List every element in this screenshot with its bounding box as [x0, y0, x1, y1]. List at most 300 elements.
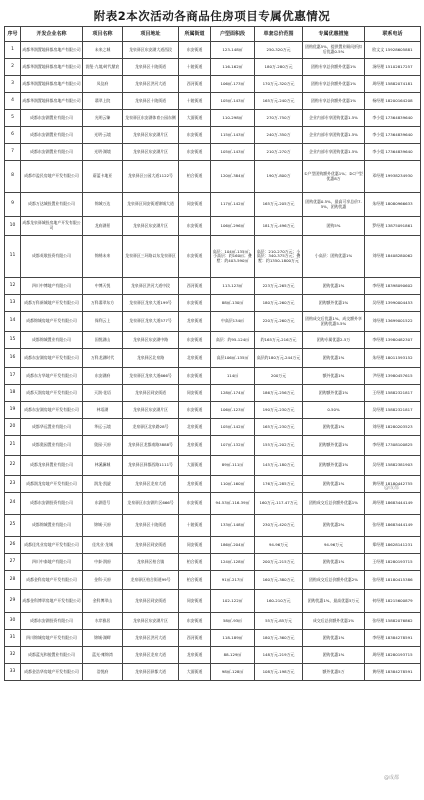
table-cell: 107㎡-132㎡ [211, 436, 255, 456]
table-cell: 3 [5, 76, 21, 93]
table-cell: 210万-270万 [255, 144, 303, 161]
table-cell: 200万元-215万元 [255, 554, 303, 571]
table-cell: 250-320万元 [255, 42, 303, 59]
table-cell: 大面街道 [179, 456, 211, 476]
table-cell: 成都万科新城地产开发有限公司 [21, 295, 83, 312]
table-cell: 170万元-320万元 [255, 76, 303, 93]
watermark-text-bottom: @成都 [384, 775, 400, 781]
table-cell: 中博天悦 [83, 278, 123, 295]
table-cell: 108万元-198万元 [255, 664, 303, 681]
table-cell: 148万元-219万元 [255, 647, 303, 664]
table-cell: 王经理 18280193715 [365, 554, 421, 571]
table-cell: 龙泉驿区东安湖片区 [123, 402, 179, 419]
table-cell: 尹经理 13980457615 [365, 368, 421, 385]
table-cell: 龙泉驿区东安湖体育公园东侧 [123, 110, 179, 127]
table-cell: 124㎡-128㎡ [211, 554, 255, 571]
table-cell: 刘经理 18408280062 [365, 236, 421, 278]
table-cell: 东安街道 [179, 368, 211, 385]
column-header: 所属街道 [179, 27, 211, 42]
table-cell: 天润·花语 [83, 385, 123, 402]
table-cell: 东安街道 [179, 295, 211, 312]
table-cell: 吴经理 15882321817 [365, 402, 421, 419]
table-cell: 成都华润置地驿都房地产有限公司 [21, 42, 83, 59]
table-cell: 中泰·润府 [83, 554, 123, 571]
table-cell: 同安街道 [179, 590, 211, 613]
table-cell: 105㎡-143㎡ [211, 144, 255, 161]
table-cell: 94.53㎡-116.39㎡ [211, 493, 255, 515]
table-cell: 王经理 15882321817 [365, 385, 421, 402]
table-row [5, 419, 421, 436]
table-cell: 龙泉街道 [179, 647, 211, 664]
table-cell: 成交后总价额外优惠1% [303, 613, 365, 630]
table-cell: 成都东安湖房地产开发有限公司 [21, 402, 83, 419]
table-cell: 160-210万元 [255, 590, 303, 613]
table-cell: 113-123㎡ [211, 278, 255, 295]
table-cell: 额外优惠1% [303, 368, 365, 385]
table-cell: 成都龙泉驿城投房地产开发有限公司 [21, 217, 83, 236]
table-cell: 东安街道 [179, 127, 211, 144]
column-header: 序号 [5, 27, 21, 42]
table-cell: 锦城·湖畔 [83, 630, 123, 647]
table-cell: 7 [5, 144, 21, 161]
table-cell: 四川锦城房地产开发有限公司 [21, 630, 83, 647]
table-cell: 金科博翠山 [83, 590, 123, 613]
table-cell: 郑经理 18628141231 [365, 537, 421, 554]
table-cell: 华远·云境 [83, 419, 123, 436]
table-cell: 凤仪府 [83, 76, 123, 93]
table-cell: 保利云上 [83, 312, 123, 332]
column-header: 单套总价范围 [255, 27, 303, 42]
column-header: 开发企业名称 [21, 27, 83, 42]
table-cell: 西河街道 [179, 278, 211, 295]
table-cell: 东湖壹号 [83, 493, 123, 515]
table-cell: 东安街道 [179, 144, 211, 161]
table-cell: 123-148㎡ [211, 42, 255, 59]
table-row [5, 554, 421, 571]
table-cell: 何经理 18215600879 [365, 590, 421, 613]
watermark-text: @成都 [384, 485, 400, 491]
table-cell: 160万元-380万元 [255, 571, 303, 590]
table-cell: 团购优惠1% [303, 278, 365, 295]
column-header: 户型面积段 [211, 27, 255, 42]
table-cell: 200万元 [255, 368, 303, 385]
table-cell: 155万元-202万元 [255, 436, 303, 456]
table-cell: 林语湖 [83, 402, 123, 419]
table-cell: 四川中博地产有限公司 [21, 278, 83, 295]
project-discount-table [4, 26, 421, 681]
table-cell: 成都华远置业有限公司 [21, 419, 83, 436]
table-cell: 8 [5, 161, 21, 193]
table-header-row [5, 27, 421, 42]
table-row [5, 349, 421, 368]
table-cell: 龙泉驿区驿都西路1111号 [123, 456, 179, 476]
table-row [5, 93, 421, 110]
table-cell: 240万-350万 [255, 127, 303, 144]
table-cell: 龙泉驿区洪河大道 [123, 76, 179, 93]
table-cell: 李小姐 17364839640 [365, 127, 421, 144]
table-cell: 120㎡-384㎡ [211, 161, 255, 193]
table-cell: 团购优惠1% [303, 349, 365, 368]
table-cell: 165万元-205万元 [255, 193, 303, 217]
table-cell: 朱经理 18080966633 [365, 193, 421, 217]
table-cell: 6 [5, 127, 21, 144]
table-cell: 刘经理 13699001522 [365, 312, 421, 332]
table-cell: 北泉街道 [179, 349, 211, 368]
table-row [5, 127, 421, 144]
table-cell: 5 [5, 110, 21, 127]
table-cell: 27 [5, 554, 21, 571]
table-cell: 锦城万达 [83, 193, 123, 217]
table-cell: 270万-750万 [255, 110, 303, 127]
table-cell: 企业内部专享团购优惠1.5% [303, 144, 365, 161]
column-header: 项目地址 [123, 27, 179, 42]
table-cell: 龙泉驿区柏合街道99号 [123, 571, 179, 590]
table-cell: 光明·云境 [83, 127, 123, 144]
table-cell: 高层106㎡-135㎡ [211, 349, 255, 368]
table-cell: 106㎡-296㎡ [211, 217, 255, 236]
table-cell: 成都润龙房地产开发有限公司 [21, 476, 83, 493]
table-cell: 105㎡-143㎡ [211, 93, 255, 110]
table-cell: 成都英歌投资有限公司 [21, 236, 83, 278]
table-cell: 180万-280万元 [255, 59, 303, 76]
table-cell: 锦绣未来 [83, 236, 123, 278]
table-cell: 1 [5, 42, 21, 59]
table-cell: 181万元-496万元 [255, 217, 303, 236]
table-cell: 团购额外优惠1% [303, 385, 365, 402]
table-row [5, 630, 421, 647]
table-cell: 西河街道 [179, 630, 211, 647]
table-cell: 110-298㎡ [211, 110, 255, 127]
table-cell: 龙泉驿区东安湖片区 [123, 217, 179, 236]
table-cell: 柏合街道 [179, 161, 211, 193]
table-cell: 润龙·凯旋 [83, 476, 123, 493]
table-cell: 光明云臻 [83, 110, 123, 127]
table-row [5, 647, 421, 664]
table-cell: 龙泉驿区东安湖片区 [123, 127, 179, 144]
table-cell: 大面街道 [179, 110, 211, 127]
table-cell: 高层：210-270万元；小高层：340-375万元；叠墅：约1350-1800万元 [255, 236, 303, 278]
table-cell: 佳兆业·龙城 [83, 537, 123, 554]
table-cell: 东安街道 [179, 613, 211, 630]
table-cell: 成都蓝光和骏置业有限公司 [21, 647, 83, 664]
table-row [5, 368, 421, 385]
table-cell: 李小姐 17364839640 [365, 110, 421, 127]
table-cell: 10 [5, 217, 21, 236]
table-cell: 龙泉驿区洪河大道 [123, 630, 179, 647]
table-cell: 9 [5, 193, 21, 217]
table-cell: 94-96万元 [255, 537, 303, 554]
table-cell: 周经理 15882074181 [365, 76, 421, 93]
table-cell: 106㎡-173㎡ [211, 76, 255, 93]
table-cell: 团购专享总价额外优惠1% [303, 76, 365, 93]
column-header: 项目名称 [83, 27, 123, 42]
table-cell: 周经理 18280193715 [365, 647, 421, 664]
table-cell: 24 [5, 493, 21, 515]
table-cell: 龙泉驿区龙泉大道666号 [123, 368, 179, 385]
table-cell: 刘经理 18280203523 [365, 419, 421, 436]
table-cell: 龙泉驿区三环路以东龙泉驿区 [123, 236, 179, 278]
table-cell: 企业内部专享团购优惠1.5% [303, 110, 365, 127]
table-cell: 企业内部专享团购优惠1.5% [303, 127, 365, 144]
table-cell: 高层：104㎡-135㎡；小高层：约160㎡；叠墅：约403-590㎡ [211, 236, 255, 278]
table-cell: 成都华润置地驿都房地产有限公司 [21, 59, 83, 76]
table-cell: 龙泉驿区十陵街道 [123, 93, 179, 110]
table-cell: 成都华润置地驿都房地产有限公司 [21, 93, 83, 110]
table-cell: 朱经理 18011593152 [365, 349, 421, 368]
table-cell: 团购优惠1% [303, 554, 365, 571]
table-cell: 龙泉驿区东安湖大道西段 [123, 42, 179, 59]
table-cell: 李经理 17308100825 [365, 436, 421, 456]
table-cell: 230万元-420万元 [255, 515, 303, 537]
table-cell: 龙泉驿区东安湖中路 [123, 332, 179, 349]
table-cell: 22 [5, 456, 21, 476]
table-cell: 龙泉驿区龙泉大道199号 [123, 295, 179, 312]
table-cell: 成都天润房地产开发有限公司 [21, 385, 83, 402]
table-cell: 55万元-85万元 [255, 613, 303, 630]
table-cell: 张经理 18683444149 [365, 515, 421, 537]
table-row [5, 436, 421, 456]
table-row [5, 515, 421, 537]
table-cell: 龙泉驿区驿都大道 [123, 664, 179, 681]
table-row [5, 236, 421, 278]
table-cell: 成都锦城置业有限公司 [21, 515, 83, 537]
table-cell: 成都市盈民房地产开发有限公司 [21, 161, 83, 193]
table-row [5, 295, 421, 312]
table-cell: 105㎡-142㎡ [211, 419, 255, 436]
table-row [5, 476, 421, 493]
table-cell: 团购优惠1% [303, 630, 365, 647]
table-row [5, 59, 421, 76]
table-cell: 成都东安湖置业有限公司 [21, 110, 83, 127]
table-row [5, 385, 421, 402]
table-cell: 成都华润置地驿都房地产有限公司 [21, 76, 83, 93]
table-cell: 龙泉驿区十陵街道 [123, 59, 179, 76]
table-cell: 176万元-285万元 [255, 476, 303, 493]
table-cell: 黄经理 18180442755 [365, 476, 421, 493]
table-cell: 同安街道 [179, 193, 211, 217]
table-cell: 106㎡-123㎡ [211, 402, 255, 419]
table-cell: 94-96万元 [303, 537, 365, 554]
table-cell: 团购成交后优惠1%，成交额外享团购优惠5.5% [303, 312, 365, 332]
table-row [5, 312, 421, 332]
table-cell: 万科翡翠东方 [83, 295, 123, 312]
table-cell: 龙泉驿区洪河大道中段 [123, 278, 179, 295]
table-cell: 成都东安湖房地产开发有限公司 [21, 349, 83, 368]
table-cell: 21 [5, 436, 21, 456]
table-cell: 同安街道 [179, 385, 211, 402]
table-cell: 龙泉驿区北泉路 [123, 349, 179, 368]
table-cell: 58㎡-93㎡ [211, 613, 255, 630]
table-cell: 成都龙泉驿置业有限公司 [21, 456, 83, 476]
table-cell: 周经理 18683444149 [365, 493, 421, 515]
table-cell: 110㎡-160㎡ [211, 476, 255, 493]
table-cell: 成都锦城置业有限公司 [21, 332, 83, 349]
table-cell: 金科·天府 [83, 571, 123, 590]
table-cell: 李经理 18398090602 [365, 278, 421, 295]
table-cell: 190万元-230万元 [255, 402, 303, 419]
table-cell: 龙泉驿区龙泉大道577号 [123, 312, 179, 332]
table-cell: 张经理 15882076862 [365, 613, 421, 630]
table-cell: 成都东安湖投资有限公司 [21, 493, 83, 515]
table-cell: 15 [5, 332, 21, 349]
table-cell: ①户型团购额外优惠1%；②C户型优惠8万 [303, 161, 365, 193]
table-cell: 88㎡-130㎡ [211, 295, 255, 312]
table-cell: 龙泉驿区柏合镇 [123, 554, 179, 571]
table-cell: 团购额外优惠1% [303, 456, 365, 476]
table-row [5, 217, 421, 236]
table-cell: 26 [5, 537, 21, 554]
table-cell: 成都东安湖投资有限公司 [21, 613, 83, 630]
table-cell: 25 [5, 515, 21, 537]
table-cell: 19 [5, 402, 21, 419]
table-cell: 118-189㎡ [211, 630, 255, 647]
table-cell: 117㎡-142㎡ [211, 193, 255, 217]
table-cell: 龙泉街道 [179, 312, 211, 332]
table-cell: 东安街道 [179, 236, 211, 278]
table-cell: 133㎡-148㎡ [211, 515, 255, 537]
table-row [5, 278, 421, 295]
table-cell: 180万元-360万元 [255, 630, 303, 647]
table-cell: 锦城·天府 [83, 515, 123, 537]
table-cell: 同安街道 [179, 537, 211, 554]
table-cell: 180万元-260万元 [255, 295, 303, 312]
table-row [5, 42, 421, 59]
table-cell: 团购额外优惠1% [303, 295, 365, 312]
table-cell: 龙泉驿区同安街道 [123, 590, 179, 613]
table-cell: 十陵街道 [179, 59, 211, 76]
table-cell: 160万元-117.47万元 [255, 493, 303, 515]
table-cell: 团购额外优惠1% [303, 436, 365, 456]
table-row [5, 456, 421, 476]
table-cell: 东安街道 [179, 217, 211, 236]
document-title: 附表2本次活动各商品住房项目专属优惠情况 [93, 9, 331, 23]
table-row [5, 537, 421, 554]
table-row [5, 571, 421, 590]
table-row [5, 613, 421, 630]
table-cell: 165万元-230万元 [255, 419, 303, 436]
table-cell: 12 [5, 278, 21, 295]
table-cell: 223万元-265万元 [255, 278, 303, 295]
table-cell: 邓经理 19938234930 [365, 161, 421, 193]
table-cell: 大面街道 [179, 664, 211, 681]
table-cell: 30 [5, 613, 21, 630]
table-cell: 吴经理 15882381903 [365, 456, 421, 476]
table-cell: 186万元-256万元 [255, 385, 303, 402]
table-cell: 团购5% [303, 217, 365, 236]
table-row [5, 332, 421, 349]
table-cell: 额外优惠5万 [303, 664, 365, 681]
table-cell: 约165万元-216万元 [255, 332, 303, 349]
table-row [5, 76, 421, 93]
table-cell: 罗经理 13875091861 [365, 217, 421, 236]
table-cell: 33 [5, 664, 21, 681]
table-cell: 116-162㎡ [211, 59, 255, 76]
table-cell: 杨经理 18200164208 [365, 93, 421, 110]
table-cell: 十陵街道 [179, 93, 211, 110]
table-cell: 114㎡ [211, 368, 255, 385]
table-cell: 145万元-180万元 [255, 456, 303, 476]
table-cell: 16 [5, 349, 21, 368]
table-cell: 水岸雅居 [83, 613, 123, 630]
table-cell: 龙泉街道 [179, 476, 211, 493]
table-cell: 128㎡-174㎡ [211, 385, 255, 402]
table-cell: 龙泉驿区十陵街道 [123, 515, 179, 537]
table-cell: 高层约180万元-244万元 [255, 349, 303, 368]
table-cell: 190万-800万 [255, 161, 303, 193]
table-cell: 成都东方华地产开发有限公司 [21, 368, 83, 385]
table-cell: 成都东安湖置业有限公司 [21, 144, 83, 161]
table-cell: 团购专享总价额外优惠1% [303, 93, 365, 110]
table-cell: 14 [5, 312, 21, 332]
table-cell: 成都锦城房地产开发有限公司 [21, 312, 83, 332]
table-cell: 团购成交后总价额外优惠2% [303, 571, 365, 590]
table-cell: 张经理 18180415386 [365, 571, 421, 590]
table-row [5, 193, 421, 217]
table-cell: 91㎡-217㎡ [211, 571, 255, 590]
table-cell: 中高层134㎡ [211, 312, 255, 332]
table-cell: 高层：约95-124㎡ [211, 332, 255, 349]
table-cell: 蓝光·雍锦湾 [83, 647, 123, 664]
table-cell: 团购优惠1% [303, 419, 365, 436]
table-cell: 220万元-260万元 [255, 312, 303, 332]
table-cell: 成都东安湖置业有限公司 [21, 127, 83, 144]
table-cell: 13 [5, 295, 21, 312]
table-cell: 柏合街道 [179, 554, 211, 571]
table-row [5, 664, 421, 681]
table-cell: 翡翠上院 [83, 93, 123, 110]
table-cell: 西河街道 [179, 76, 211, 93]
table-cell: 龙泉驿区东安湖片区 [123, 613, 179, 630]
table-cell: 成都佳兆业房地产开发有限公司 [21, 537, 83, 554]
table-cell: 吴经理 13990004453 [365, 295, 421, 312]
table-cell: 小高层：团购优惠1% [303, 236, 365, 278]
table-cell: 18 [5, 385, 21, 402]
table-cell: 奥园·天府 [83, 436, 123, 456]
table-cell: 龙泉街道 [179, 436, 211, 456]
table-cell: 龙泉驿区同安街道 [123, 385, 179, 402]
table-cell: 东安街道 [179, 493, 211, 515]
table-cell: 成都金浩华房地产开发有限公司 [21, 664, 83, 681]
table-cell: 未来之城 [83, 42, 123, 59]
table-cell: 17 [5, 368, 21, 385]
table-cell: 柏合街道 [179, 571, 211, 590]
table-cell: 东安街道 [179, 402, 211, 419]
table-cell: 团购优惠5%，提供置业顾问折扣后优惠0.5% [303, 42, 365, 59]
table-cell: 龙府湖景 [83, 217, 123, 236]
table-cell: 北泉街道 [179, 419, 211, 436]
table-cell: 东安街道 [179, 332, 211, 349]
table-cell: 润玺·九境/时代鼎宸 [83, 59, 123, 76]
table-cell: 88-129㎡ [211, 647, 255, 664]
table-row [5, 402, 421, 419]
table-cell: 十陵街道 [179, 515, 211, 537]
table-cell: 龙泉驿区龙泉大道 [123, 647, 179, 664]
table-cell: 32 [5, 647, 21, 664]
table-cell: 团购专享总价额外优惠1% [303, 59, 365, 76]
table-cell: 0.50% [303, 402, 365, 419]
table-cell: 光明·湖境 [83, 144, 123, 161]
table-cell: 龙泉驿区龙都南路3888号 [123, 436, 179, 456]
table-cell: 31 [5, 630, 21, 647]
table-cell: 2 [5, 59, 21, 76]
table-cell: 98㎡-128㎡ [211, 664, 255, 681]
table-cell: 龙泉驿区东安湖片区 [123, 144, 179, 161]
table-cell: 李经理 18384278591 [365, 630, 421, 647]
table-cell: 186㎡-204㎡ [211, 537, 255, 554]
table-cell: 龙泉驿区同安街道 [123, 537, 179, 554]
table-cell: 29 [5, 590, 21, 613]
table-row [5, 110, 421, 127]
